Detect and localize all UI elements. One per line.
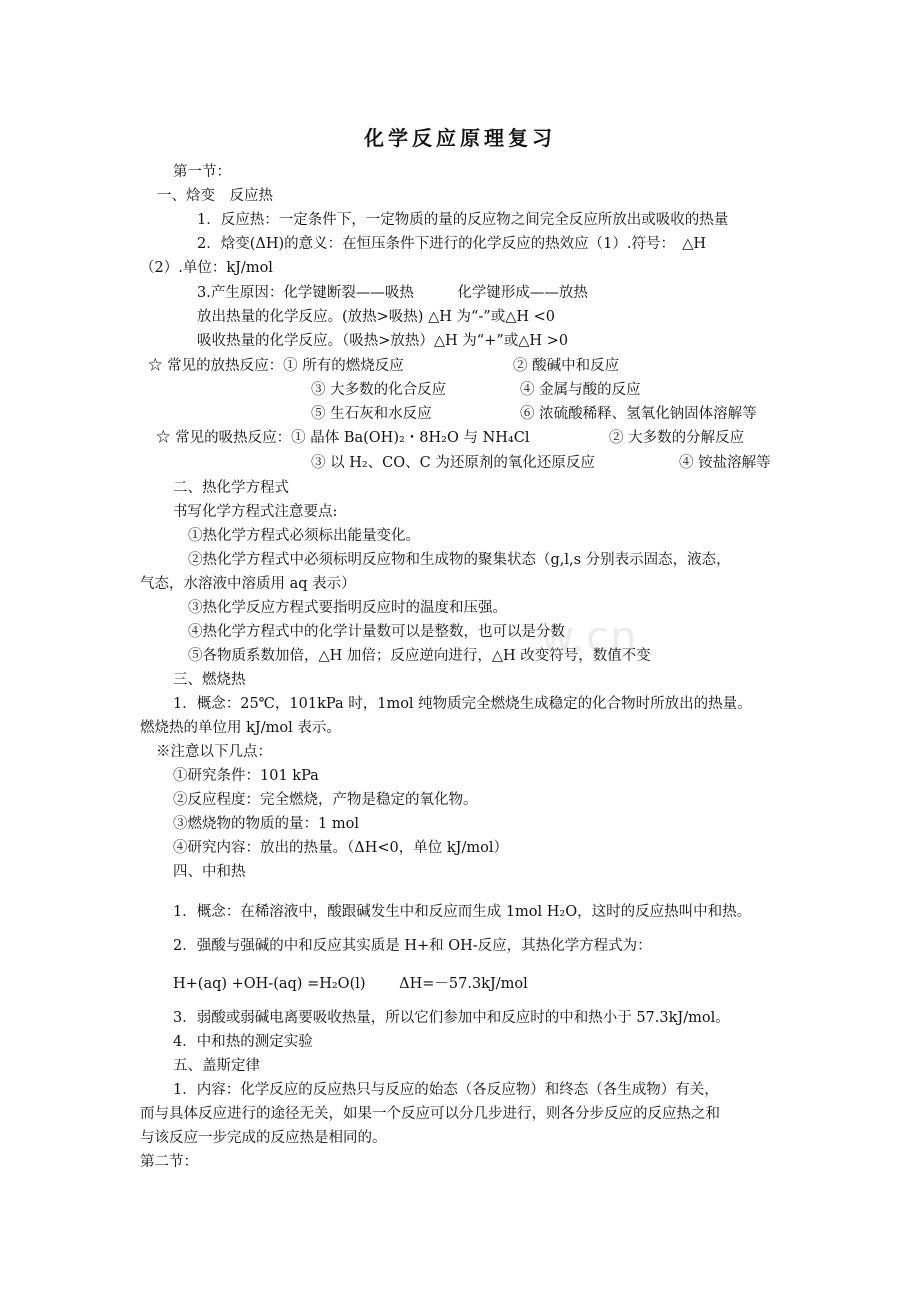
list-item: ⑤ 生石灰和水反应 xyxy=(311,406,432,422)
list-item: ⑥ 浓硫酸稀释、氢氧化钠固体溶解等 xyxy=(520,406,757,422)
list-item: ③ 以 H₂、CO、C 为还原剂的氧化还原反应 xyxy=(311,455,595,471)
text-line: ①研究条件：101 kPa xyxy=(173,768,319,784)
text-line: ②反应程度：完全燃烧，产物是稳定的氧化物。 xyxy=(173,792,478,808)
text-line: ④热化学方程式中的化学计量数可以是整数，也可以是分数 xyxy=(188,624,565,640)
list-item: ③ 大多数的化合反应 xyxy=(311,382,447,398)
text-line: 燃烧热的单位用 kJ/mol 表示。 xyxy=(140,720,341,736)
text-line: 4．中和热的测定实验 xyxy=(173,1034,313,1050)
list-item: ④ 铵盐溶解等 xyxy=(679,455,771,471)
document-title: 化学反应原理复习 xyxy=(364,126,556,150)
section-heading: 第一节： xyxy=(173,164,231,180)
subsection-heading: 三、燃烧热 xyxy=(173,672,246,688)
text-line: 与该反应一步完成的反应热是相同的。 xyxy=(140,1130,387,1146)
text-line: ②热化学方程式中必须标明反应物和生成物的聚集状态（g,l,s 分别表示固态，液态， xyxy=(188,552,731,568)
list-item: ② 酸碱中和反应 xyxy=(513,358,620,374)
text-line: 而与具体反应进行的途径无关，如果一个反应可以分几步进行，则各分步反应的反应热之和 xyxy=(140,1106,720,1122)
text-line: ⑤各物质系数加倍，△H 加倍；反应逆向进行，△H 改变符号，数值不变 xyxy=(188,648,651,664)
text-line: 3．弱酸或弱碱电离要吸收热量，所以它们参加中和反应时的中和热小于 57.3kJ/mol。 xyxy=(173,1010,730,1026)
subsection-heading: 四、中和热 xyxy=(173,864,246,880)
text-line: 吸收热量的化学反应。（吸热>放热）△H 为“+”或△H >0 xyxy=(197,333,569,349)
subsection-heading: 一、焓变 反应热 xyxy=(157,188,273,204)
text-line: 书写化学方程式注意要点: xyxy=(173,504,338,520)
text-line: 1．概念：在稀溶液中，酸跟碱发生中和反应而生成 1mol H₂O，这时的反应热叫中和热。 xyxy=(173,904,752,920)
section-heading: 第二节： xyxy=(140,1154,198,1170)
text-line: 2．焓变(ΔH)的意义：在恒压条件下进行的化学反应的热效应（1）.符号： △H xyxy=(197,236,707,252)
equation: H+(aq) +OH-(aq) =H₂O(l) ΔH=－57.3kJ/mol xyxy=(173,976,528,992)
list-item: ② 大多数的分解反应 xyxy=(609,430,745,446)
list-item: ☆ 常见的吸热反应：① 晶体 Ba(OH)₂・8H₂O 与 NH₄Cl xyxy=(156,430,530,446)
list-item: ④ 金属与酸的反应 xyxy=(520,382,641,398)
text-line: 1．概念：25℃，101kPa 时，1mol 纯物质完全燃烧生成稳定的化合物时所放出的热量。 xyxy=(173,696,752,712)
text-line: 2．强酸与强碱的中和反应其实质是 H+和 OH-反应，其热化学方程式为： xyxy=(173,938,652,954)
text-line: 1．反应热：一定条件下，一定物质的量的反应物之间完全反应所放出或吸收的热量 xyxy=(197,212,729,228)
text-line: 1．内容：化学反应的反应热只与反应的始态（各反应物）和终态（各生成物）有关， xyxy=(173,1082,719,1098)
text-line: 放出热量的化学反应。(放热>吸热) △H 为“-”或△H <0 xyxy=(197,309,555,325)
text-line: 气态，水溶液中溶质用 aq 表示） xyxy=(140,576,356,592)
text-line: ①热化学方程式必须标出能量变化。 xyxy=(188,528,420,544)
watermark: w.cn xyxy=(540,612,638,661)
text-line: （2）.单位：kJ/mol xyxy=(140,260,273,276)
text-line: ※注意以下几点： xyxy=(156,744,272,760)
list-item: ☆ 常见的放热反应：① 所有的燃烧反应 xyxy=(148,358,404,374)
text-line: ④研究内容：放出的热量。（ΔH<0，单位 kJ/mol） xyxy=(173,840,508,856)
text-line: 3.产生原因：化学键断裂——吸热 化学键形成——放热 xyxy=(197,285,588,301)
subsection-heading: 二、热化学方程式 xyxy=(173,480,289,496)
text-line: ③燃烧物的物质的量：1 mol xyxy=(173,816,359,832)
text-line: ③热化学反应方程式要指明反应时的温度和压强。 xyxy=(188,600,507,616)
subsection-heading: 五、盖斯定律 xyxy=(173,1058,260,1074)
